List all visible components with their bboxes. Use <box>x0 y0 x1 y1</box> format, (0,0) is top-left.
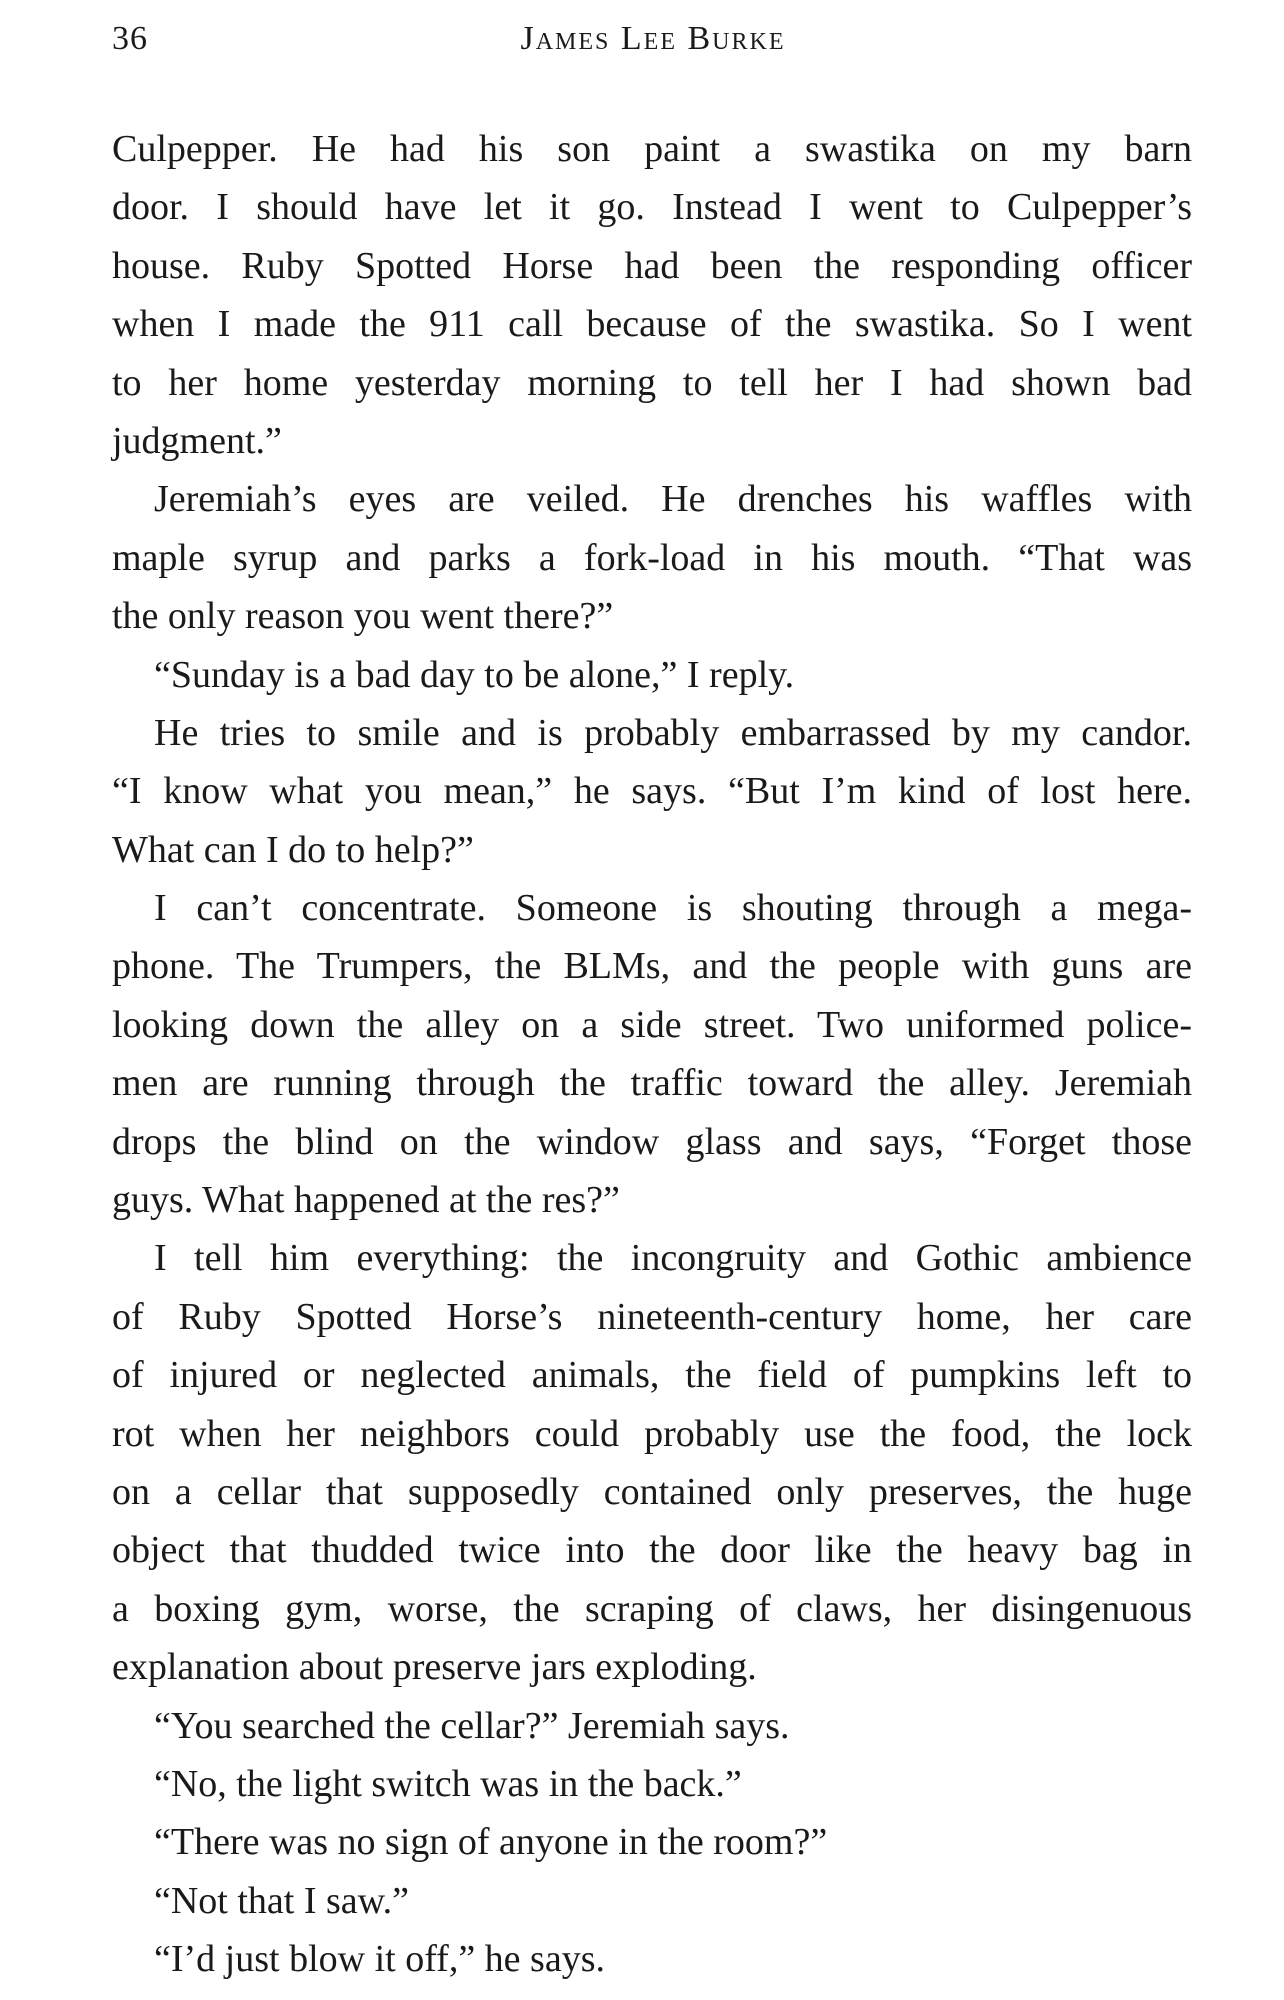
text-line: drops the blind on the window glass and says, “Forget those <box>112 1120 1192 1163</box>
text-line: Jeremiah’s eyes are veiled. He drenches his waffles with <box>154 478 1192 521</box>
body-text <box>112 120 1192 1989</box>
text-line: I tell him everything: the incongruity and Gothic ambience <box>154 1237 1192 1280</box>
text-line: He tries to smile and is probably embarrassed by my candor. <box>154 711 1192 754</box>
text-line: on a cellar that supposedly contained only preserves, the huge <box>112 1470 1192 1513</box>
page-header <box>112 20 1194 80</box>
text-line: to her home yesterday morning to tell her I had shown bad <box>112 361 1192 404</box>
text-line: object that thudded twice into the door like the heavy bag in <box>112 1529 1192 1572</box>
text-line: rot when her neighbors could probably use the food, the lock <box>112 1412 1192 1455</box>
text-line: house. Ruby Spotted Horse had been the responding officer <box>112 244 1192 287</box>
text-line: phone. The Trumpers, the BLMs, and the people with guns are <box>112 945 1192 988</box>
text-line: when I made the 911 call because of the swastika. So I went <box>112 303 1192 346</box>
text-line: looking down the alley on a side street. Two uniformed police- <box>112 1003 1192 1046</box>
text-line: “Sunday is a bad day to be alone,” I reply. <box>154 653 795 696</box>
running-head: James Lee Burke <box>520 20 786 57</box>
text-line: What can I do to help?” <box>112 828 474 871</box>
text-line: men are running through the traffic toward the alley. Jeremiah <box>112 1062 1192 1105</box>
text-line: “You searched the cellar?” Jeremiah says. <box>154 1704 790 1747</box>
text-line: maple syrup and parks a fork-load in his mouth. “That was <box>112 536 1192 579</box>
text-line: a boxing gym, worse, the scraping of claws, her disingenuous <box>112 1587 1192 1630</box>
text-line: door. I should have let it go. Instead I went to Culpepper’s <box>112 186 1192 229</box>
text-line: I can’t concentrate. Someone is shouting through a mega- <box>154 887 1192 930</box>
text-line: judgment.” <box>112 419 282 462</box>
text-line: “I’d just blow it off,” he says. <box>154 1938 605 1981</box>
text-line: the only reason you went there?” <box>112 595 614 638</box>
page-number: 36 <box>112 20 148 57</box>
text-line: explanation about preserve jars exploding. <box>112 1646 757 1689</box>
text-line: of Ruby Spotted Horse’s nineteenth-century home, her care <box>112 1295 1192 1338</box>
text-line: guys. What happened at the res?” <box>112 1179 620 1222</box>
text-line: of injured or neglected animals, the field of pumpkins left to <box>112 1354 1192 1397</box>
text-line: “There was no sign of anyone in the room?” <box>154 1821 828 1864</box>
text-line: Culpepper. He had his son paint a swastika on my barn <box>112 128 1192 170</box>
text-line: “No, the light switch was in the back.” <box>154 1762 742 1805</box>
text-line: “I know what you mean,” he says. “But I’m kind of lost here. <box>112 770 1192 813</box>
text-line: “Not that I saw.” <box>154 1879 409 1922</box>
